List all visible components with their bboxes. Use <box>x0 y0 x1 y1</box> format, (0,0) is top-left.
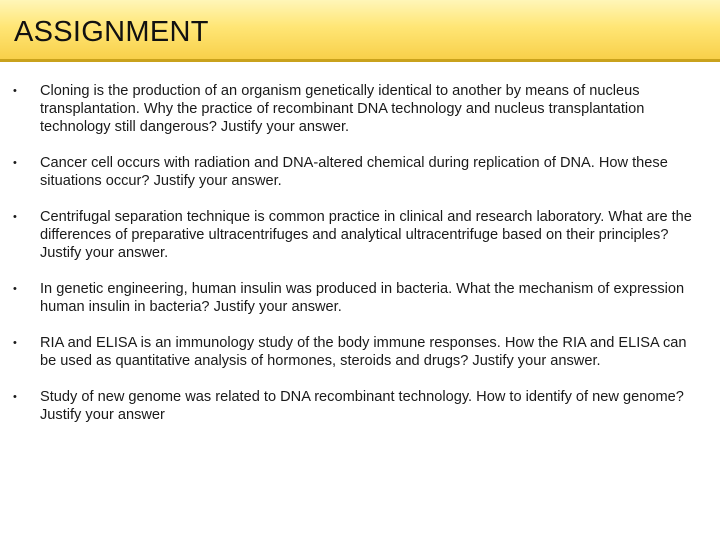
list-item <box>0 280 720 316</box>
list-item-text: RIA and ELISA is an immunology study of the body immune responses. How the RIA and ELISA can be used as quantitative analysis of hormones, steroids and drugs? Justify your answer. <box>40 335 687 369</box>
list-item-text: In genetic engineering, human insulin was produced in bacteria. What the mechanism of expression human insulin in bacteria? Justify your answer. <box>40 281 685 315</box>
bullet-icon: • <box>13 211 17 223</box>
list-item-text: Cancer cell occurs with radiation and DNA-altered chemical during replication of DNA. How these situations occur? Justify your answer. <box>40 155 668 189</box>
bullet-icon: • <box>13 391 17 403</box>
list-item <box>0 154 720 190</box>
list-item <box>0 334 720 370</box>
assignment-list <box>0 82 720 442</box>
title-bar <box>0 0 720 62</box>
list-item-text: Study of new genome was related to DNA recombinant technology. How to identify of new genome? Justify your answer <box>40 389 684 423</box>
list-item <box>0 388 720 424</box>
list-item-text: Cloning is the production of an organism genetically identical to another by means of nucleus transplantation. Why the practice of recombinant DNA technology and nucleus transplantation technology still dangerous? Justify your answer. <box>40 83 645 135</box>
bullet-icon: • <box>13 283 17 295</box>
bullet-icon: • <box>13 85 17 97</box>
bullet-icon: • <box>13 157 17 169</box>
list-item <box>0 82 720 136</box>
list-item-text: Centrifugal separation technique is common practice in clinical and research laboratory. What are the differences of preparative ultracentrifuges and analytical ultracentrifuge based on their principles? Justify your answer. <box>40 209 692 261</box>
list-item <box>0 208 720 262</box>
slide-title: ASSIGNMENT <box>14 16 209 48</box>
bullet-icon: • <box>13 337 17 349</box>
